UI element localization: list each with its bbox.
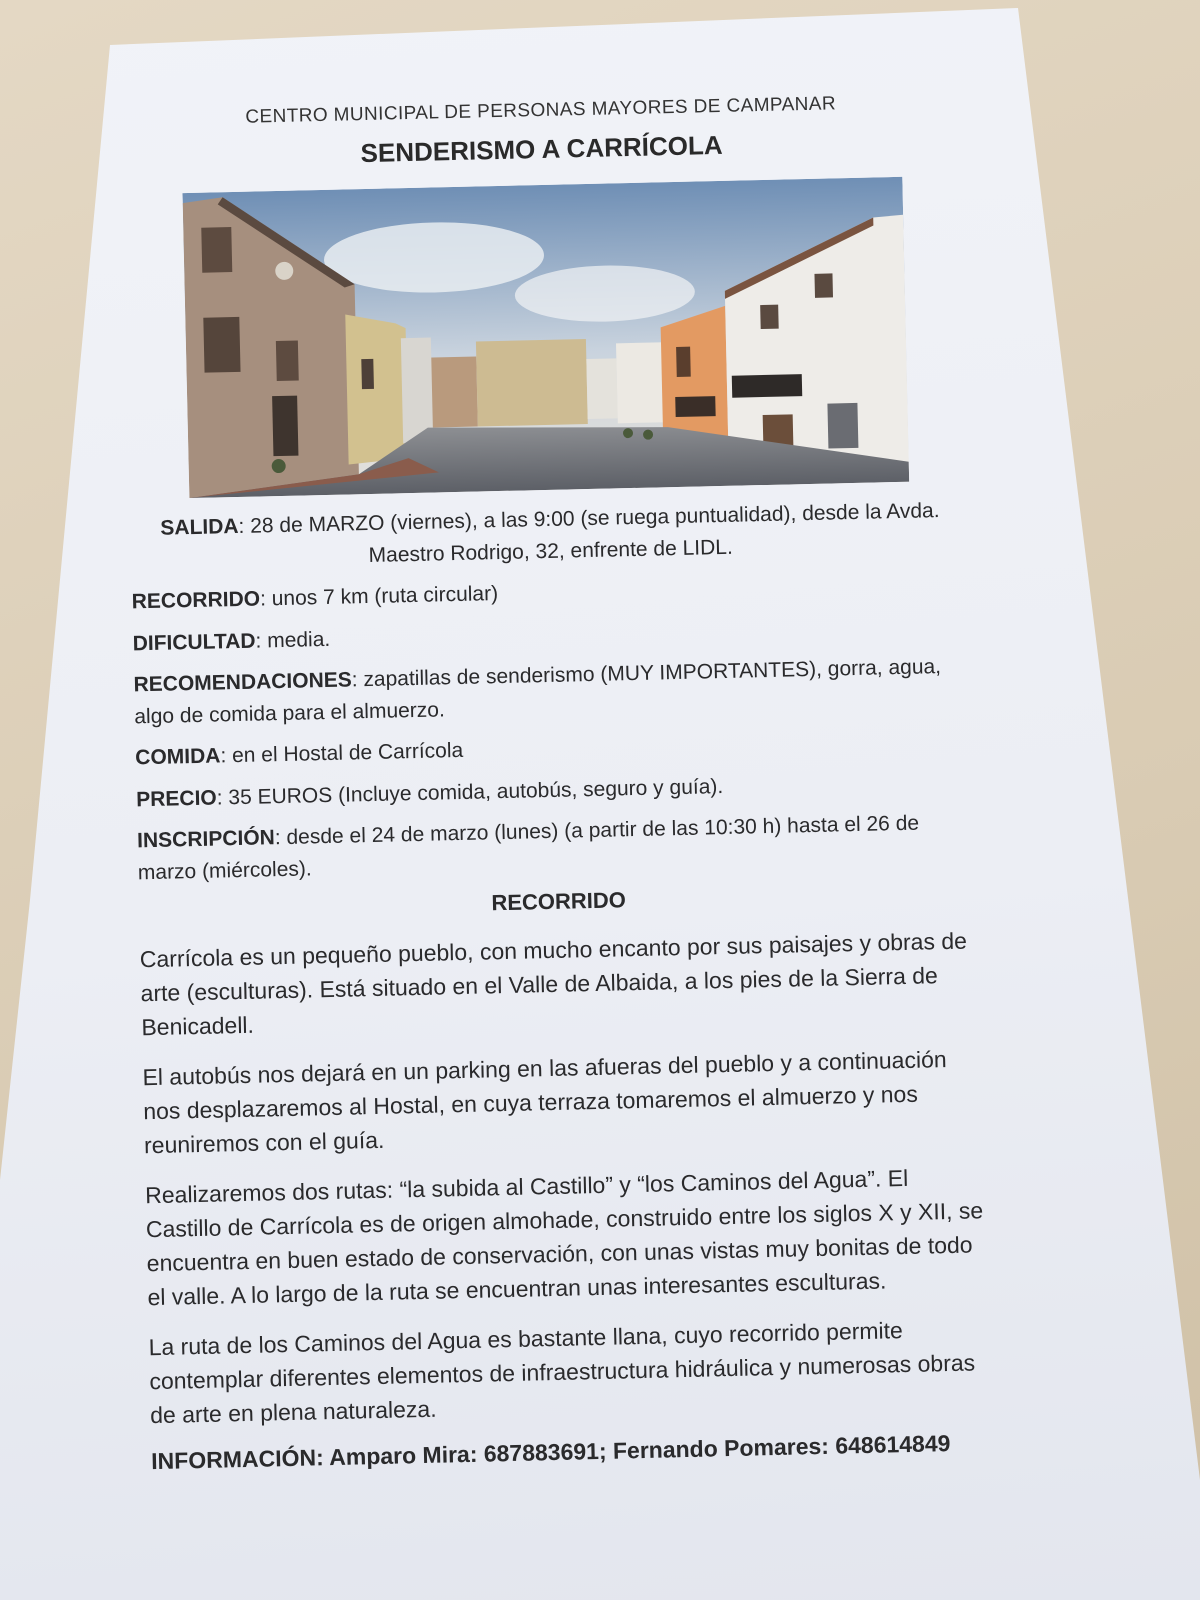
flyer-content [120, 70, 991, 1475]
detail-label: COMIDA [135, 744, 221, 770]
detail-value: : desde el 24 de marzo (lunes) (a partir de las 10:30 h) hasta el 26 de marzo (miércoles). [137, 811, 920, 884]
village-square-photo-icon [182, 177, 909, 498]
detail-dificultad [132, 609, 972, 660]
detail-comida [135, 723, 975, 774]
detail-label: DIFICULTAD [132, 629, 256, 655]
detail-recorrido [131, 567, 971, 618]
paragraph-intro: Carrícola es un pequeño pueblo, con mucho encanto por sus paisajes y obras de arte (esculturas). Está situado en el Valle de Albaida, a los pies de la Sierra de Benicadell. [139, 927, 968, 1041]
detail-label: RECOMENDACIONES [133, 668, 353, 697]
detail-value: : 35 EUROS (Incluye comida, autobús, seguro y guía). [216, 774, 724, 810]
detail-salida [130, 494, 971, 576]
detail-recomendaciones [133, 650, 974, 732]
paragraph-routes: Realizaremos dos rutas: “la subida al Castillo” y “los Caminos del Agua”. El Castillo de Carrícola es de origen almohade, construido entre los siglos X y XII, se encuentra en buen estado de conservación, con unas vistas muy bonitas de todo el valle. A lo largo de la ruta se encuentran unas interesantes esculturas. [144, 1165, 984, 1311]
flyer-title: SENDERISMO A CARRÍCOLA [360, 129, 723, 169]
contact-text: Amparo Mira: 687883691; Fernando Pomares: 648614849 [323, 1430, 951, 1471]
section-title: RECORRIDO [491, 887, 627, 916]
detail-inscripcion [137, 806, 978, 888]
event-details [130, 494, 978, 888]
paragraph-water-route: La ruta de los Caminos del Agua es bastante llana, cuyo recorrido permite contemplar diferentes elementos de infraestructura hidráulica y numerosas obras de arte en plena naturaleza. [148, 1317, 976, 1429]
contact-label: INFORMACIÓN: [150, 1444, 324, 1475]
organization-header: CENTRO MUNICIPAL DE PERSONAS MAYORES DE CAMPANAR [245, 93, 837, 128]
detail-label: PRECIO [135, 786, 217, 811]
detail-value: : en el Hostal de Carrícola [220, 738, 464, 768]
detail-value: : unos 7 km (ruta circular) [259, 582, 499, 611]
detail-label: SALIDA [160, 514, 239, 540]
village-photo [182, 177, 909, 498]
detail-value: : zapatillas de senderismo (MUY IMPORTANTES), gorra, agua, algo de comida para el almuerzo. [134, 655, 942, 728]
detail-value: : media. [255, 627, 331, 653]
detail-label: INSCRIPCIÓN [136, 826, 276, 853]
detail-label: RECORRIDO [131, 587, 261, 614]
paragraph-bus: El autobús nos dejará en un parking en las afueras del pueblo y a continuación nos desplazaremos al Hostal, en cuya terraza tomaremos el almuerzo y nos reuniremos con el guía. [142, 1046, 947, 1159]
detail-precio [136, 765, 976, 816]
detail-value: : 28 de MARZO (viernes), a las 9:00 (se ruega puntualidad), desde la Avda. Maestro Rodrigo, 32, enfrente de LIDL. [238, 499, 940, 567]
